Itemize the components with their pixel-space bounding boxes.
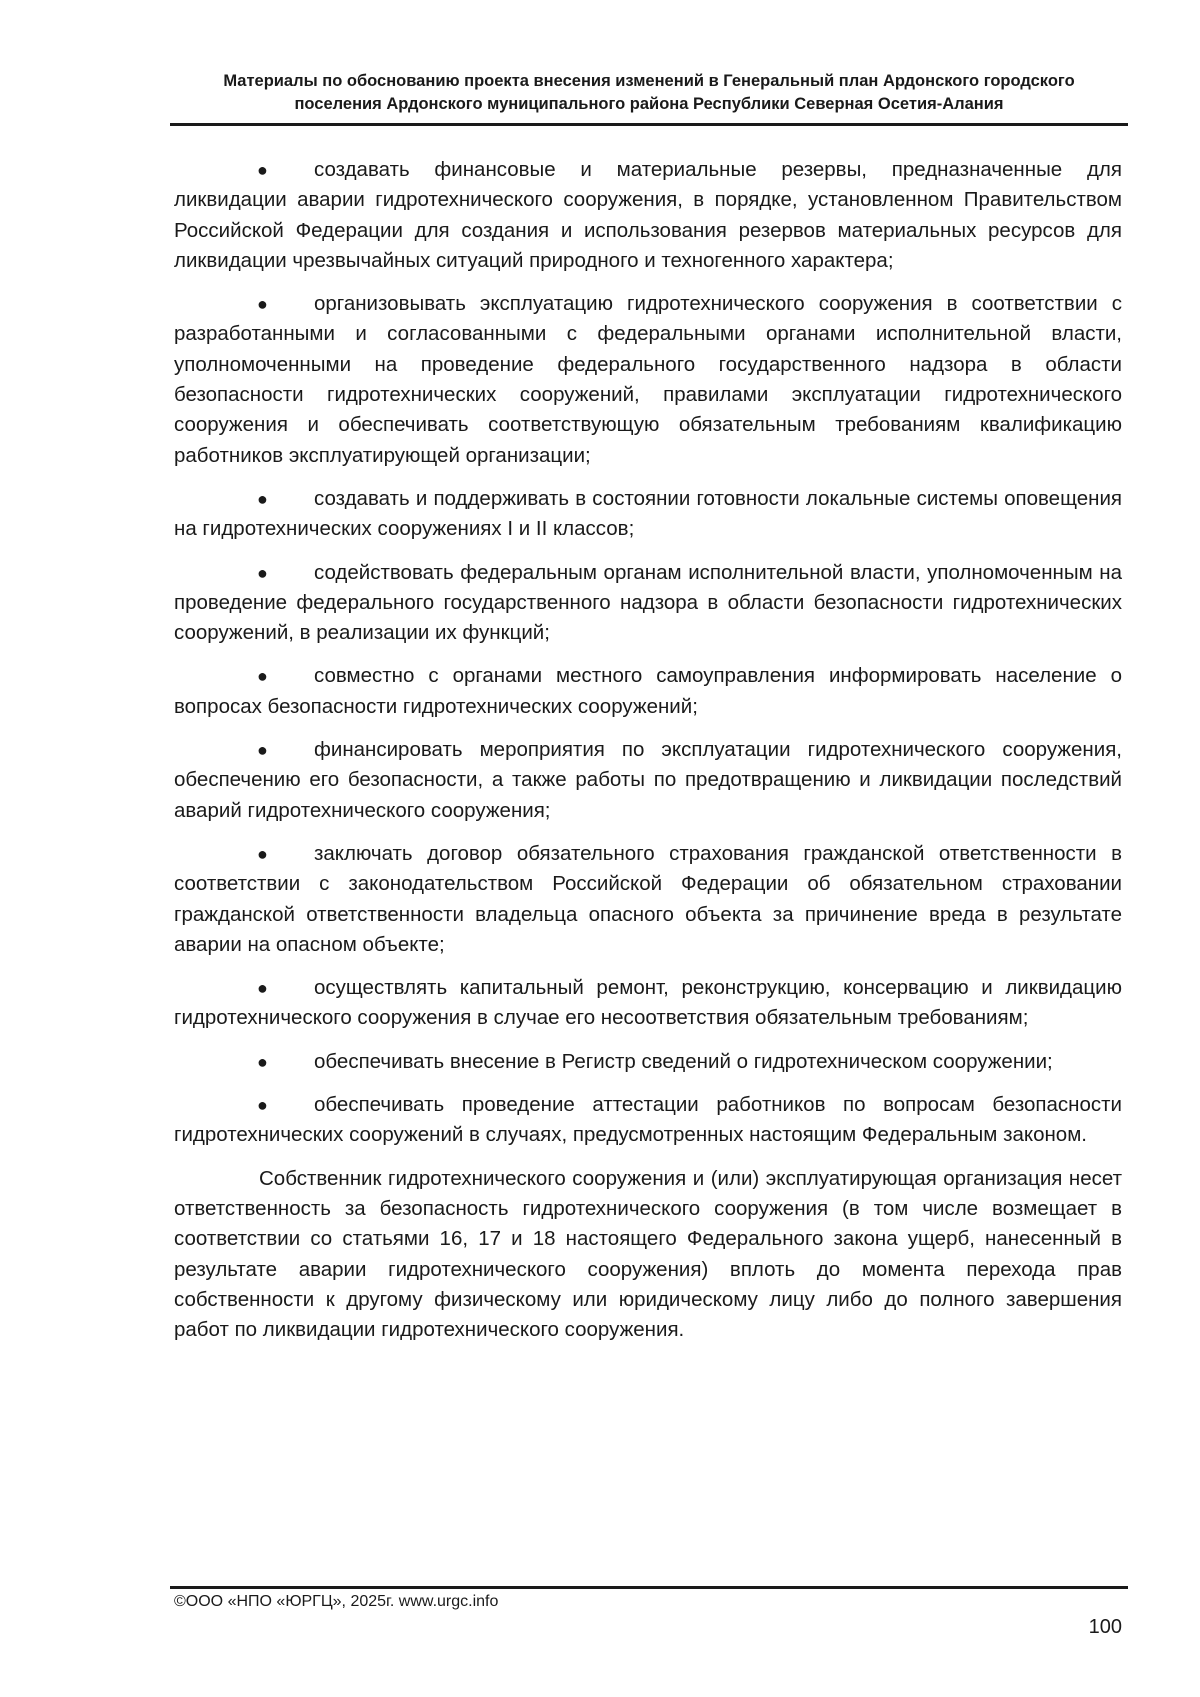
bullet-item <box>174 155 1122 276</box>
bullet-icon: ● <box>257 1051 268 1072</box>
bullet-text: осуществлять капитальный ремонт, реконструкцию, консервацию и ликвидацию гидротехнического сооружения в случае его несоответствия обязательным требованиям; <box>174 976 1122 1030</box>
bullet-item <box>174 661 1122 722</box>
bullet-item <box>174 558 1122 649</box>
bullet-item <box>174 973 1122 1034</box>
bullet-text: создавать финансовые и материальные резервы, предназначенные для ликвидации аварии гидротехнического сооружения, в порядке, установленном Правительством Российской Федерации для создания и использования резервов материальных ресурсов для ликвидации чрезвычайных ситуаций природного и техногенного характера; <box>174 158 1122 272</box>
bullet-text: обеспечивать проведение аттестации работников по вопросам безопасности гидротехнических сооружений в случаях, предусмотренных настоящим Федеральным законом. <box>174 1093 1122 1147</box>
bullet-text: содействовать федеральным органам исполнительной власти, уполномоченным на проведение федерального государственного надзора в области безопасности гидротехнических сооружений, в реализации их функций; <box>174 560 1122 645</box>
footer-divider <box>170 1586 1128 1589</box>
bullet-item <box>174 735 1122 826</box>
bullet-text: обеспечивать внесение в Регистр сведений о гидротехническом сооружении; <box>314 1049 1053 1073</box>
document-body <box>174 155 1122 1358</box>
header-divider <box>170 123 1128 126</box>
bullet-item <box>174 1047 1122 1077</box>
bullet-icon: ● <box>257 843 268 864</box>
header-title-line1: Материалы по обоснованию проекта внесения изменений в Генеральный план Ардонского городского <box>223 72 1075 90</box>
bullet-icon: ● <box>257 978 268 999</box>
closing-paragraph: Собственник гидротехнического сооружения и (или) эксплуатирующая организация несет ответственность за безопасность гидротехнического сооружения (в том числе возмещает в соответствии со статьями 16, 17 и 18 настоящего Федерального закона ущерб, нанесенный в результате аварии гидротехнического сооружения) вплоть до момента перехода прав собственности к другому физическому или юридическому лицу либо до полного завершения работ по ликвидации гидротехнического сооружения. <box>174 1166 1122 1342</box>
bullet-item <box>174 484 1122 545</box>
page-number: 100 <box>1088 1616 1122 1638</box>
bullet-item <box>174 289 1122 471</box>
bullet-text: финансировать мероприятия по эксплуатации гидротехнического сооружения, обеспечению его безопасности, а также работы по предотвращению и ликвидации последствий аварий гидротехнического сооружения; <box>174 738 1122 822</box>
bullet-icon: ● <box>257 488 268 509</box>
bullet-text: совместно с органами местного самоуправления информировать население о вопросах безопасности гидротехнических сооружений; <box>174 664 1122 718</box>
bullet-text: организовывать эксплуатацию гидротехнического сооружения в соответствии с разработанными и согласованными с федеральными органами исполнительной власти, уполномоченными на проведение федерального государственного надзора в области безопасности гидротехнических сооружений, правилами эксплуатации гидротехнического сооружения и обеспечивать соответствующую обязательным требованиям квалификацию работников эксплуатирующей организации; <box>174 292 1122 467</box>
bullet-item <box>174 1090 1122 1151</box>
bullet-icon: ● <box>257 666 268 687</box>
footer-copyright: ©ООО «НПО «ЮРГЦ», 2025г. www.urgc.info <box>174 1593 499 1610</box>
bullet-icon: ● <box>257 160 268 180</box>
bullet-text: создавать и поддерживать в состоянии готовности локальные системы оповещения на гидротехнических сооружениях I и II классов; <box>174 486 1122 541</box>
header-title-line2: поселения Ардонского муниципального района Республики Северная Осетия-Алания <box>294 95 1004 113</box>
bullet-icon: ● <box>257 562 268 583</box>
page-header <box>170 70 1128 116</box>
bullet-icon: ● <box>257 740 268 761</box>
bullet-icon: ● <box>257 1095 268 1116</box>
bullet-item <box>174 839 1122 960</box>
bullet-icon: ● <box>257 294 268 315</box>
bullet-text: заключать договор обязательного страхования гражданской ответственности в соответствии с законодательством Российской Федерации об обязательном страховании гражданской ответственности владельца опасного объекта за причинение вреда в результате аварии на опасном объекте; <box>174 841 1122 956</box>
